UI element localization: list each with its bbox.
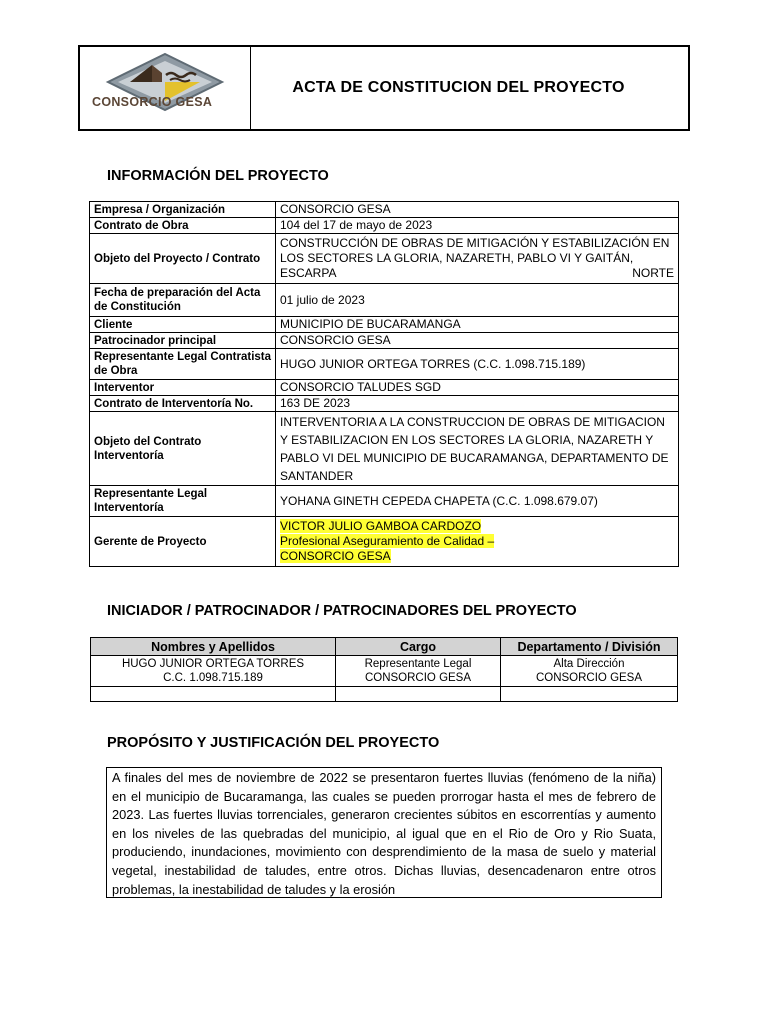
- manager-company: CONSORCIO GESA: [280, 549, 391, 563]
- document-title: ACTA DE CONSTITUCION DEL PROYECTO: [292, 79, 625, 96]
- empty-cell: [91, 687, 336, 702]
- table-row: [90, 317, 679, 333]
- row-value: 104 del 17 de mayo de 2023: [276, 218, 679, 234]
- row-value: 01 julio de 2023: [276, 284, 679, 317]
- row-value: MUNICIPIO DE BUCARAMANGA: [276, 317, 679, 333]
- table-row: [90, 412, 679, 486]
- row-value: CONSORCIO GESA: [276, 333, 679, 349]
- sponsor-id: C.C. 1.098.715.189: [163, 672, 263, 684]
- project-info-heading: INFORMACIÓN DEL PROYECTO: [107, 168, 329, 184]
- row-label: Contrato de Interventoría No.: [90, 396, 276, 412]
- table-row: [90, 396, 679, 412]
- row-value: INTERVENTORIA A LA CONSTRUCCION DE OBRAS DE MITIGACION Y ESTABILIZACION EN LOS SECTORES LA GLORIA, NAZARETH Y PABLO VI DEL MUNICIPIO DE BUCARAMANGA, DEPARTAMENTO DE SANTANDER: [276, 412, 679, 486]
- project-manager-value: [276, 517, 679, 567]
- row-value: CONSTRUCCIÓN DE OBRAS DE MITIGACIÓN Y ESTABILIZACIÓN EN LOS SECTORES LA GLORIA, NAZARETH, PABLO VI Y GAITÁN, ESCARPA NORTE: [276, 234, 679, 284]
- table-row-empty: [91, 687, 678, 702]
- table-row: [90, 349, 679, 380]
- manager-role: Profesional Aseguramiento de Calidad –: [280, 534, 495, 548]
- row-label: Contrato de Obra: [90, 218, 276, 234]
- row-label: Representante Legal Contratista de Obra: [90, 349, 276, 380]
- row-label: Fecha de preparación del Acta de Constitución: [90, 284, 276, 317]
- manager-name: VICTOR JULIO GAMBOA CARDOZO: [280, 519, 482, 533]
- logo-cell: [80, 47, 251, 129]
- purpose-text-box: [106, 767, 662, 898]
- column-header: Nombres y Apellidos: [91, 638, 336, 656]
- sponsor-name-cell: [91, 656, 336, 687]
- row-label: Patrocinador principal: [90, 333, 276, 349]
- purpose-heading: PROPÓSITO Y JUSTIFICACIÓN DEL PROYECTO: [107, 735, 440, 751]
- table-row: [91, 656, 678, 687]
- row-label: Empresa / Organización: [90, 202, 276, 218]
- row-value: HUGO JUNIOR ORTEGA TORRES (C.C. 1.098.715.189): [276, 349, 679, 380]
- column-header: Departamento / División: [501, 638, 678, 656]
- table-row: [90, 380, 679, 396]
- sponsor-cargo-cell: [336, 656, 501, 687]
- empty-cell: [336, 687, 501, 702]
- table-row: [90, 234, 679, 284]
- table-row: [90, 218, 679, 234]
- sponsor-dept-cell: [501, 656, 678, 687]
- project-info-table: [89, 201, 679, 567]
- row-value: CONSORCIO GESA: [276, 202, 679, 218]
- empty-cell: [501, 687, 678, 702]
- document-header: [78, 45, 690, 131]
- table-row: [90, 517, 679, 567]
- title-cell: [251, 47, 688, 129]
- sponsor-dept: Alta Dirección: [553, 658, 625, 670]
- table-row: [90, 284, 679, 317]
- sponsor-name: HUGO JUNIOR ORTEGA TORRES: [121, 658, 305, 670]
- column-header: Cargo: [336, 638, 501, 656]
- sponsor-cargo-company: CONSORCIO GESA: [364, 672, 472, 684]
- row-value: CONSORCIO TALUDES SGD: [276, 380, 679, 396]
- row-label: Interventor: [90, 380, 276, 396]
- sponsor-cargo: Representante Legal: [364, 658, 472, 670]
- purpose-text: A finales del mes de noviembre de 2022 se presentaron fuertes lluvias (fenómeno de la niña) en el municipio de Bucaramanga, las cuales se pueden prorrogar hasta el mes de febrero de 2023. Las fuertes lluvias torrenciales, generaron crecientes súbitos en escorrentías y aumento en los niveles de las quebradas del municipio, al igual que en el Rio de Oro y Rio Suata, produciendo, inundaciones, movimiento con desprendimiento de la masa de suelo y material vegetal, inestabilidad de taludes, entre otros. Dichas lluvias, desencadenaron entre otros problemas, la inestabilidad de taludes y la erosión: [112, 770, 656, 897]
- sponsor-dept-company: CONSORCIO GESA: [535, 672, 643, 684]
- row-label: Representante Legal Interventoría: [90, 486, 276, 517]
- table-row: [90, 333, 679, 349]
- sponsors-heading: INICIADOR / PATROCINADOR / PATROCINADORES DEL PROYECTO: [107, 603, 577, 619]
- row-label: Objeto del Contrato Interventoría: [90, 412, 276, 486]
- row-label: Objeto del Proyecto / Contrato: [90, 234, 276, 284]
- row-label: Cliente: [90, 317, 276, 333]
- row-value: 163 DE 2023: [276, 396, 679, 412]
- row-label: Gerente de Proyecto: [90, 517, 276, 567]
- table-row: [90, 486, 679, 517]
- sponsors-table: [90, 637, 678, 702]
- table-header-row: [91, 638, 678, 656]
- logo-text: CONSORCIO GESA: [92, 95, 213, 109]
- table-row: [90, 202, 679, 218]
- row-value: YOHANA GINETH CEPEDA CHAPETA (C.C. 1.098.679.07): [276, 486, 679, 517]
